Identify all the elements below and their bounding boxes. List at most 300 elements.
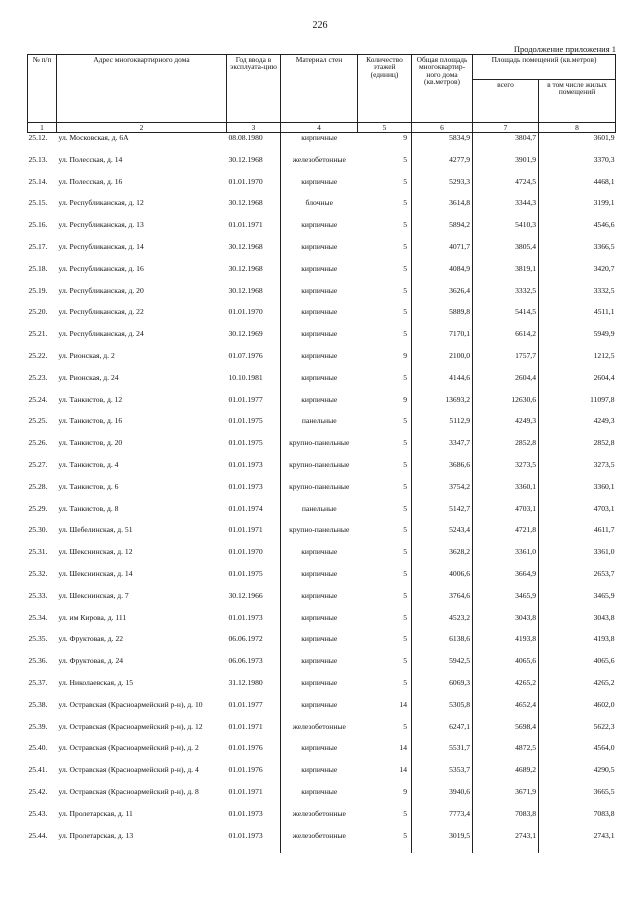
row-number: 25.15. [28, 198, 48, 208]
table-row [28, 374, 616, 396]
material-cell: кирпичные [281, 744, 358, 766]
living-area-cell: 4564,0 [539, 744, 616, 766]
year-cell: 01.01.1977 [228, 394, 263, 404]
living-area-cell: 4703,1 [539, 505, 616, 527]
floors-cell: 5 [403, 830, 407, 840]
row-number: 25.28. [28, 481, 48, 491]
floors-cell: 14 [399, 743, 407, 753]
year-cell: 01.01.1975 [228, 568, 263, 578]
row-number: 25.24. [28, 394, 48, 404]
area-cell: 4523,2 [412, 614, 473, 636]
area-cell: 3940,6 [412, 788, 473, 810]
living-area-cell: 3366,5 [539, 243, 616, 265]
address-cell: ул. Остравская (Красноармейский р-н), д. 12 [58, 721, 203, 731]
year-cell: 01.01.1975 [228, 416, 263, 426]
total-area-cell: 4703,1 [473, 505, 539, 527]
column-number: 7 [473, 123, 539, 133]
address-cell: ул. Пролетарская, д. 13 [58, 830, 134, 840]
total-area-cell: 3804,7 [473, 133, 539, 156]
year-cell: 01.01.1973 [228, 612, 263, 622]
floors-cell: 5 [403, 241, 407, 251]
floors-cell: 5 [403, 220, 407, 230]
year-cell: 06.06.1973 [228, 656, 263, 666]
address-cell: ул. Николаевская, д. 15 [58, 677, 134, 687]
floors-cell: 5 [403, 721, 407, 731]
table-row [28, 396, 616, 418]
floors-cell: 9 [403, 394, 407, 404]
material-cell: кирпичные [281, 374, 358, 396]
living-area-cell: 4265,2 [539, 679, 616, 701]
row-number: 25.14. [28, 176, 48, 186]
material-cell: кирпичные [281, 396, 358, 418]
address-cell: ул. им Кирова, д. 111 [58, 612, 127, 622]
living-area-cell: 4065,6 [539, 657, 616, 679]
floors-cell: 9 [403, 786, 407, 796]
floors-cell: 5 [403, 438, 407, 448]
total-area-cell: 3805,4 [473, 243, 539, 265]
area-cell: 4071,7 [412, 243, 473, 265]
row-number: 25.31. [28, 547, 48, 557]
address-cell: ул. Танкистов, д. 8 [58, 503, 119, 513]
living-area-cell: 4193,8 [539, 635, 616, 657]
address-cell: ул. Республиканская, д. 24 [58, 329, 144, 339]
total-area-cell: 7083,8 [473, 810, 539, 832]
floors-cell: 5 [403, 154, 407, 164]
floors-cell: 5 [403, 263, 407, 273]
floors-cell: 14 [399, 699, 407, 709]
address-cell: ул. Рионская, д. 2 [58, 350, 115, 360]
floors-cell: 5 [403, 307, 407, 317]
row-number: 25.36. [28, 656, 48, 666]
material-cell: кирпичные [281, 330, 358, 352]
material-cell: железобетонные [281, 832, 358, 854]
floors-cell: 5 [403, 503, 407, 513]
area-cell: 5353,7 [412, 766, 473, 788]
total-area-cell: 4065,6 [473, 657, 539, 679]
address-cell: ул. Танкистов, д. 12 [58, 394, 123, 404]
year-cell: 01.01.1974 [228, 503, 263, 513]
year-cell: 01.01.1970 [228, 307, 263, 317]
area-cell: 6138,6 [412, 635, 473, 657]
living-area-cell: 3370,3 [539, 156, 616, 178]
table-row [28, 133, 616, 156]
living-area-cell: 4602,0 [539, 701, 616, 723]
material-cell: кирпичные [281, 221, 358, 243]
table-row [28, 308, 616, 330]
table-row [28, 483, 616, 505]
row-number: 25.13. [28, 154, 48, 164]
material-cell: кирпичные [281, 133, 358, 156]
address-cell: ул. Остравская (Красноармейский р-н), д. 2 [58, 743, 199, 753]
column-number: 1 [28, 123, 57, 133]
total-area-cell: 3671,9 [473, 788, 539, 810]
area-cell: 5142,7 [412, 505, 473, 527]
material-cell: кирпичные [281, 352, 358, 374]
material-cell: панельные [281, 417, 358, 439]
total-area-cell: 1757,7 [473, 352, 539, 374]
address-cell: ул. Московская, д. 6А [58, 133, 129, 142]
total-area-cell: 5414,5 [473, 308, 539, 330]
area-cell: 4144,6 [412, 374, 473, 396]
area-cell: 4277,9 [412, 156, 473, 178]
table-row [28, 810, 616, 832]
area-cell: 3754,2 [412, 483, 473, 505]
material-cell: железобетонные [281, 810, 358, 832]
total-area-cell: 4689,2 [473, 766, 539, 788]
table-row [28, 221, 616, 243]
floors-cell: 9 [403, 133, 407, 142]
year-cell: 01.01.1976 [228, 743, 263, 753]
area-cell: 5531,7 [412, 744, 473, 766]
area-cell: 7773,4 [412, 810, 473, 832]
living-area-cell: 4249,3 [539, 417, 616, 439]
material-cell: кирпичные [281, 766, 358, 788]
total-area-cell: 4652,4 [473, 701, 539, 723]
row-number: 25.30. [28, 525, 48, 535]
living-area-cell: 3273,5 [539, 461, 616, 483]
year-cell: 01.01.1973 [228, 459, 263, 469]
address-cell: ул. Республиканская, д. 22 [58, 307, 144, 317]
table-row [28, 788, 616, 810]
floors-cell: 14 [399, 765, 407, 775]
total-area-cell: 3360,1 [473, 483, 539, 505]
table-body [28, 133, 616, 854]
living-area-cell: 3465,9 [539, 592, 616, 614]
table-row [28, 614, 616, 636]
address-cell: ул. Фруктовая, д. 24 [58, 656, 124, 666]
year-cell: 30.12.1968 [228, 154, 263, 164]
year-cell: 01.01.1973 [228, 808, 263, 818]
floors-cell: 5 [403, 547, 407, 557]
column-number: 8 [539, 123, 616, 133]
material-cell: кирпичные [281, 570, 358, 592]
table-row [28, 330, 616, 352]
row-number: 25.34. [28, 612, 48, 622]
area-cell: 4006,6 [412, 570, 473, 592]
floors-cell: 5 [403, 808, 407, 818]
year-cell: 01.07.1976 [228, 350, 263, 360]
row-number: 25.39. [28, 721, 48, 731]
area-cell: 5834,9 [412, 133, 473, 156]
area-cell: 5942,5 [412, 657, 473, 679]
table-row [28, 243, 616, 265]
living-area-cell: 3360,1 [539, 483, 616, 505]
year-cell: 31.12.1980 [228, 677, 263, 687]
total-area-cell: 3273,5 [473, 461, 539, 483]
year-cell: 01.01.1975 [228, 438, 263, 448]
row-number: 25.12. [28, 133, 48, 142]
year-cell: 01.01.1970 [228, 176, 263, 186]
table-row [28, 156, 616, 178]
material-cell: крупно-панельные [281, 483, 358, 505]
address-cell: ул. Танкистов, д. 4 [58, 459, 119, 469]
year-cell: 01.01.1973 [228, 830, 263, 840]
year-cell: 01.01.1971 [228, 525, 263, 535]
total-area-cell: 4265,2 [473, 679, 539, 701]
floors-cell: 5 [403, 176, 407, 186]
year-cell: 30.12.1968 [228, 241, 263, 251]
table-row [28, 439, 616, 461]
table-row [28, 701, 616, 723]
area-cell: 3019,5 [412, 832, 473, 854]
address-cell: ул. Остравская (Красноармейский р-н), д. 8 [58, 786, 199, 796]
floors-cell: 5 [403, 416, 407, 426]
floors-cell: 5 [403, 525, 407, 535]
column-number: 6 [412, 123, 473, 133]
material-cell: кирпичные [281, 243, 358, 265]
year-cell: 30.12.1969 [228, 329, 263, 339]
table-row [28, 679, 616, 701]
row-number: 25.22. [28, 350, 48, 360]
table-row [28, 766, 616, 788]
floors-cell: 5 [403, 285, 407, 295]
material-cell: кирпичные [281, 287, 358, 309]
material-cell: кирпичные [281, 178, 358, 200]
living-area-cell: 4468,1 [539, 178, 616, 200]
table-row [28, 505, 616, 527]
row-number: 25.25. [28, 416, 48, 426]
row-number: 25.29. [28, 503, 48, 513]
area-cell: 3628,2 [412, 548, 473, 570]
area-cell: 5889,8 [412, 308, 473, 330]
material-cell: кирпичные [281, 635, 358, 657]
material-cell: кирпичные [281, 265, 358, 287]
column-number-row [28, 123, 616, 133]
table-row [28, 265, 616, 287]
living-area-cell: 2743,1 [539, 832, 616, 854]
table-row [28, 744, 616, 766]
header-floors: Количество этажей (единиц) [358, 55, 412, 123]
material-cell: блочные [281, 199, 358, 221]
row-number: 25.38. [28, 699, 48, 709]
address-cell: ул. Полесская, д. 14 [58, 154, 123, 164]
floors-cell: 5 [403, 372, 407, 382]
area-cell: 3626,4 [412, 287, 473, 309]
housing-table [27, 54, 616, 853]
total-area-cell: 4249,3 [473, 417, 539, 439]
address-cell: ул. Полесская, д. 16 [58, 176, 123, 186]
material-cell: кирпичные [281, 788, 358, 810]
address-cell: ул. Остравская (Красноармейский р-н), д. 4 [58, 765, 199, 775]
area-cell: 6247,1 [412, 723, 473, 745]
column-number: 3 [227, 123, 281, 133]
table-row [28, 723, 616, 745]
living-area-cell: 4546,6 [539, 221, 616, 243]
year-cell: 30.12.1968 [228, 285, 263, 295]
material-cell: кирпичные [281, 679, 358, 701]
address-cell: ул. Танкистов, д. 20 [58, 438, 123, 448]
year-cell: 01.01.1971 [228, 220, 263, 230]
row-number: 25.35. [28, 634, 48, 644]
row-number: 25.37. [28, 677, 48, 687]
total-area-cell: 6614,2 [473, 330, 539, 352]
total-area-cell: 3819,1 [473, 265, 539, 287]
material-cell: кирпичные [281, 701, 358, 723]
year-cell: 01.01.1971 [228, 721, 263, 731]
floors-cell: 5 [403, 590, 407, 600]
year-cell: 30.12.1968 [228, 198, 263, 208]
column-number: 5 [358, 123, 412, 133]
living-area-cell: 2653,7 [539, 570, 616, 592]
living-area-cell: 3601,9 [539, 133, 616, 156]
area-cell: 5894,2 [412, 221, 473, 243]
column-number: 4 [281, 123, 358, 133]
total-area-cell: 3043,8 [473, 614, 539, 636]
material-cell: кирпичные [281, 614, 358, 636]
address-cell: ул. Шекснинская, д. 14 [58, 568, 133, 578]
material-cell: крупно-панельные [281, 526, 358, 548]
header-premises: Площадь помещений (кв.метров) [473, 55, 616, 80]
area-cell: 6069,3 [412, 679, 473, 701]
row-number: 25.17. [28, 241, 48, 251]
total-area-cell: 4193,8 [473, 635, 539, 657]
living-area-cell: 5949,9 [539, 330, 616, 352]
header-no: № п/п [28, 55, 57, 123]
floors-cell: 5 [403, 329, 407, 339]
row-number: 25.43. [28, 808, 48, 818]
address-cell: ул. Рионская, д. 24 [58, 372, 119, 382]
address-cell: ул. Республиканская, д. 14 [58, 241, 144, 251]
row-number: 25.40. [28, 743, 48, 753]
address-cell: ул. Шекснинская, д. 7 [58, 590, 129, 600]
floors-cell: 5 [403, 568, 407, 578]
area-cell: 5243,4 [412, 526, 473, 548]
table-row [28, 635, 616, 657]
header-area: Общая площадь многоквартир-ного дома (кв.метров) [412, 55, 473, 123]
row-number: 25.26. [28, 438, 48, 448]
area-cell: 4084,9 [412, 265, 473, 287]
row-number: 25.33. [28, 590, 48, 600]
area-cell: 3686,6 [412, 461, 473, 483]
header-year: Год ввода в эксплуата-цию [227, 55, 281, 123]
address-cell: ул. Танкистов, д. 16 [58, 416, 123, 426]
total-area-cell: 4724,5 [473, 178, 539, 200]
address-cell: ул. Республиканская, д. 20 [58, 285, 144, 295]
year-cell: 30.12.1966 [228, 590, 263, 600]
table-row [28, 570, 616, 592]
address-cell: ул. Остравская (Красноармейский р-н), д. 10 [58, 699, 203, 709]
row-number: 25.32. [28, 568, 48, 578]
address-cell: ул. Шекснинская, д. 12 [58, 547, 133, 557]
living-area-cell: 11097,8 [539, 396, 616, 418]
area-cell: 3764,6 [412, 592, 473, 614]
year-cell: 01.01.1973 [228, 481, 263, 491]
total-area-cell: 5410,3 [473, 221, 539, 243]
year-cell: 01.01.1976 [228, 765, 263, 775]
living-area-cell: 2604,4 [539, 374, 616, 396]
table-row [28, 287, 616, 309]
area-cell: 5112,9 [412, 417, 473, 439]
total-area-cell: 2604,4 [473, 374, 539, 396]
living-area-cell: 3665,5 [539, 788, 616, 810]
table-row [28, 461, 616, 483]
row-number: 25.20. [28, 307, 48, 317]
area-cell: 5305,8 [412, 701, 473, 723]
total-area-cell: 5698,4 [473, 723, 539, 745]
total-area-cell: 4721,8 [473, 526, 539, 548]
living-area-cell: 2852,8 [539, 439, 616, 461]
row-number: 25.42. [28, 786, 48, 796]
header-total: всего [473, 80, 539, 123]
table-row [28, 178, 616, 200]
living-area-cell: 3361,0 [539, 548, 616, 570]
living-area-cell: 5622,3 [539, 723, 616, 745]
address-cell: ул. Фруктовая, д. 22 [58, 634, 124, 644]
floors-cell: 5 [403, 677, 407, 687]
year-cell: 01.01.1977 [228, 699, 263, 709]
material-cell: панельные [281, 505, 358, 527]
table-row [28, 657, 616, 679]
area-cell: 3347,7 [412, 439, 473, 461]
total-area-cell: 3465,9 [473, 592, 539, 614]
material-cell: кирпичные [281, 548, 358, 570]
continuation-note: Продолжение приложения 1 [513, 44, 616, 54]
living-area-cell: 4611,7 [539, 526, 616, 548]
total-area-cell: 3344,3 [473, 199, 539, 221]
row-number: 25.16. [28, 220, 48, 230]
row-number: 25.18. [28, 263, 48, 273]
material-cell: крупно-панельные [281, 461, 358, 483]
row-number: 25.21. [28, 329, 48, 339]
living-area-cell: 4290,5 [539, 766, 616, 788]
living-area-cell: 3420,7 [539, 265, 616, 287]
table-row [28, 592, 616, 614]
column-number: 2 [57, 123, 227, 133]
total-area-cell: 3664,9 [473, 570, 539, 592]
table-row [28, 199, 616, 221]
table-row [28, 352, 616, 374]
row-number: 25.19. [28, 285, 48, 295]
living-area-cell: 3043,8 [539, 614, 616, 636]
floors-cell: 5 [403, 656, 407, 666]
total-area-cell: 4872,5 [473, 744, 539, 766]
area-cell: 13693,2 [412, 396, 473, 418]
living-area-cell: 3199,1 [539, 199, 616, 221]
year-cell: 01.01.1971 [228, 786, 263, 796]
floors-cell: 5 [403, 459, 407, 469]
living-area-cell: 7083,8 [539, 810, 616, 832]
address-cell: ул. Республиканская, д. 12 [58, 198, 144, 208]
year-cell: 06.06.1972 [228, 634, 263, 644]
living-area-cell: 1212,5 [539, 352, 616, 374]
floors-cell: 5 [403, 634, 407, 644]
table-row [28, 832, 616, 854]
material-cell: железобетонные [281, 156, 358, 178]
address-cell: ул. Шебелинская, д. 51 [58, 525, 133, 535]
address-cell: ул. Республиканская, д. 13 [58, 220, 144, 230]
row-number: 25.44. [28, 830, 48, 840]
living-area-cell: 4511,1 [539, 308, 616, 330]
header-address: Адрес многоквартирного дома [57, 55, 227, 123]
year-cell: 30.12.1968 [228, 263, 263, 273]
table-row [28, 548, 616, 570]
area-cell: 3614,8 [412, 199, 473, 221]
address-cell: ул. Пролетарская, д. 11 [58, 808, 133, 818]
address-cell: ул. Республиканская, д. 16 [58, 263, 144, 273]
material-cell: кирпичные [281, 308, 358, 330]
year-cell: 01.01.1970 [228, 547, 263, 557]
floors-cell: 9 [403, 350, 407, 360]
address-cell: ул. Танкистов, д. 6 [58, 481, 119, 491]
area-cell: 5293,3 [412, 178, 473, 200]
floors-cell: 5 [403, 612, 407, 622]
total-area-cell: 2852,8 [473, 439, 539, 461]
area-cell: 2100,0 [412, 352, 473, 374]
table-row [28, 526, 616, 548]
material-cell: кирпичные [281, 657, 358, 679]
total-area-cell: 3361,0 [473, 548, 539, 570]
floors-cell: 5 [403, 198, 407, 208]
